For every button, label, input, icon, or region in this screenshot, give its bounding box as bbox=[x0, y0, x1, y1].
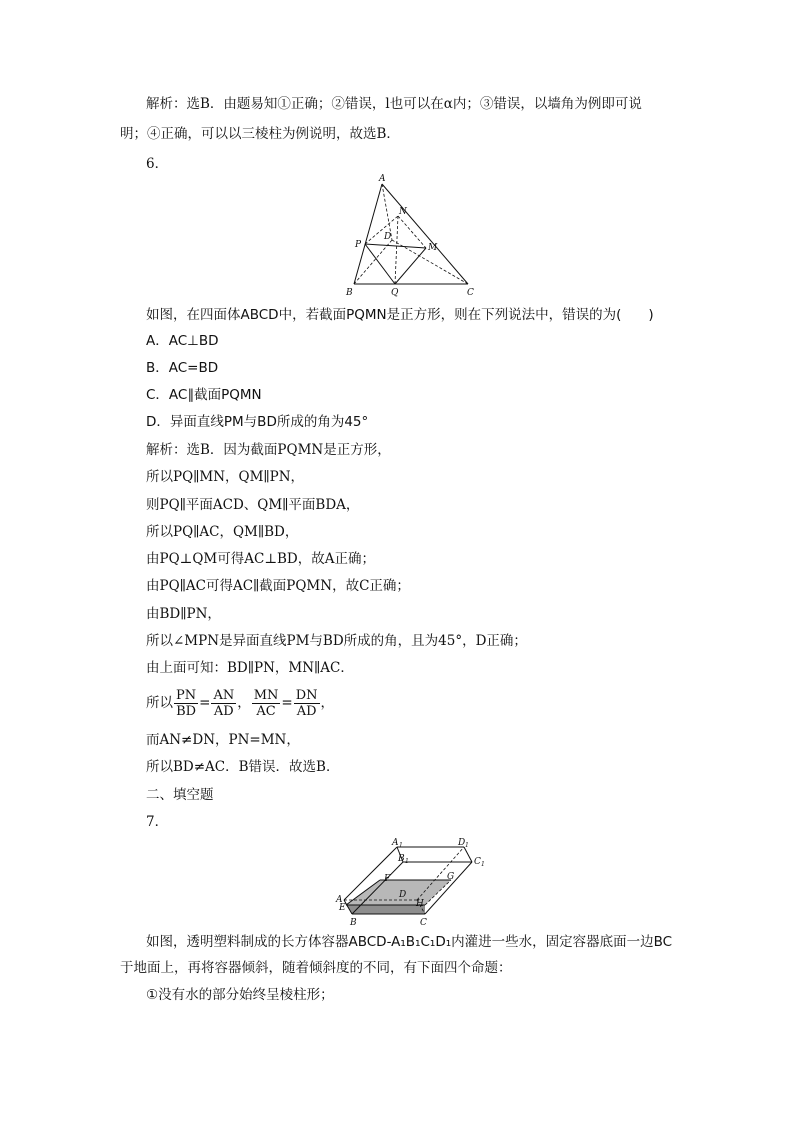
edge-AB bbox=[354, 184, 382, 284]
q6-solution-line: 而AN≠DN，PN=MN， bbox=[146, 732, 300, 748]
section-NM bbox=[398, 216, 426, 248]
water-front-face bbox=[346, 905, 425, 914]
q7-cuboid-figure bbox=[334, 834, 494, 930]
q7-stem-line1: 如图，透明塑料制成的长方体容器ABCD-A₁B₁C₁D₁内灌进一些水，固定容器底面一边BC bbox=[146, 934, 673, 950]
fraction-prefix: 所以 bbox=[146, 695, 173, 711]
q6-solution-line: 由PQ∥AC可得AC∥截面PQMN，故C正确； bbox=[146, 578, 410, 594]
q7-label-E: E bbox=[339, 903, 346, 913]
q6-option-a: A．AC⊥BD bbox=[146, 333, 219, 349]
q5-solution-line1: 解析：选B．由题易知①正确；②错误，l也可以在α内；③错误，以墙角为例即可说 bbox=[146, 96, 642, 112]
q6-tetrahedron-figure bbox=[340, 172, 480, 300]
q7-label-A1: A bbox=[392, 838, 399, 848]
q6-label-Q: Q bbox=[391, 288, 399, 298]
edge-AC bbox=[382, 184, 468, 284]
section-PQ bbox=[365, 244, 395, 284]
separator: ， bbox=[237, 695, 251, 711]
q7-proposition-1: ①没有水的部分始终呈棱柱形； bbox=[146, 987, 334, 1003]
q6-solution-line: 所以∠MPN是异面直线PM与BD所成的角，且为45°，D正确； bbox=[146, 633, 527, 649]
section-title: 二、填空题 bbox=[146, 787, 214, 803]
q6-stem: 如图，在四面体ABCD中，若截面PQMN是正方形，则在下列说法中，错误的为( ) bbox=[146, 307, 654, 323]
q6-fraction-line bbox=[146, 686, 334, 720]
q7-label-H: H bbox=[416, 899, 424, 909]
q7-label-D1: D bbox=[458, 838, 466, 848]
q7-label-B1: B bbox=[398, 854, 405, 864]
q6-solution-line: 由PQ⊥QM可得AC⊥BD，故A正确； bbox=[146, 551, 376, 567]
q6-label-M: M bbox=[428, 243, 438, 253]
q6-option-c: C．AC∥截面PQMN bbox=[146, 387, 262, 403]
q7-label-C1: C bbox=[474, 857, 481, 867]
fraction-pn-bd: $\frac{PN}{BD}$ bbox=[176, 688, 197, 719]
q6-label-P: P bbox=[355, 240, 362, 250]
q7-label-G: G bbox=[447, 872, 455, 882]
q5-solution-line2: 明；④正确，可以以三棱柱为例说明，故选B． bbox=[120, 126, 400, 142]
fraction-mn-ac: $\frac{MN}{AC}$ bbox=[253, 688, 279, 719]
q7-label-C1-sub: 1 bbox=[481, 861, 485, 868]
fraction-dn-ad: $\frac{DN}{AD}$ bbox=[295, 688, 318, 719]
segment-QN bbox=[395, 216, 398, 284]
q6-solution-line: 则PQ∥平面ACD、QM∥平面BDA， bbox=[146, 497, 360, 513]
q6-solution-line: 所以PQ∥AC，QM∥BD， bbox=[146, 524, 299, 540]
q6-label-A: A bbox=[379, 174, 386, 184]
q7-label-F: F bbox=[384, 874, 391, 884]
q6-option-d: D．异面直线PM与BD所成的角为45° bbox=[146, 414, 369, 430]
q7-number: 7． bbox=[146, 814, 169, 830]
q6-solution-line: 所以BD≠AC．B错误．故选B． bbox=[146, 759, 340, 775]
q7-label-B1-sub: 1 bbox=[405, 858, 409, 865]
section-QM bbox=[395, 248, 426, 284]
q6-solution-line: 由BD∥PN， bbox=[146, 606, 221, 622]
q6-label-D: D bbox=[384, 232, 392, 242]
q6-label-B: B bbox=[346, 288, 353, 298]
segment-PM bbox=[365, 244, 426, 248]
equals-sign: = bbox=[199, 695, 211, 711]
q7-label-B: B bbox=[350, 918, 357, 928]
q7-label-A1-sub: 1 bbox=[399, 842, 403, 849]
equals-sign: = bbox=[281, 695, 293, 711]
edge-D1C1 bbox=[464, 847, 472, 862]
q6-option-b: B．AC=BD bbox=[146, 360, 219, 376]
section-PN bbox=[365, 216, 398, 244]
q7-label-D1-sub: 1 bbox=[465, 842, 469, 849]
q6-label-C: C bbox=[467, 288, 474, 298]
q7-label-C: C bbox=[420, 918, 427, 928]
q7-label-A: A bbox=[336, 895, 343, 905]
fraction-an-ad: $\frac{AN}{AD}$ bbox=[213, 688, 235, 719]
edge-DD1 bbox=[417, 847, 464, 900]
q7-label-D: D bbox=[399, 890, 407, 900]
q7-stem-line2: 于地面上，再将容器倾斜，随着倾斜度的不同，有下面四个命题： bbox=[120, 960, 512, 976]
q6-number: 6． bbox=[146, 156, 169, 172]
q6-solution-line: 所以PQ∥MN，QM∥PN， bbox=[146, 469, 305, 485]
q6-solution-line: 由上面可知：BD∥PN，MN∥AC． bbox=[146, 660, 354, 676]
q6-solution-line: 解析：选B．因为截面PQMN是正方形， bbox=[146, 442, 391, 458]
line-end: ， bbox=[320, 695, 335, 711]
q6-label-N: N bbox=[399, 207, 407, 217]
